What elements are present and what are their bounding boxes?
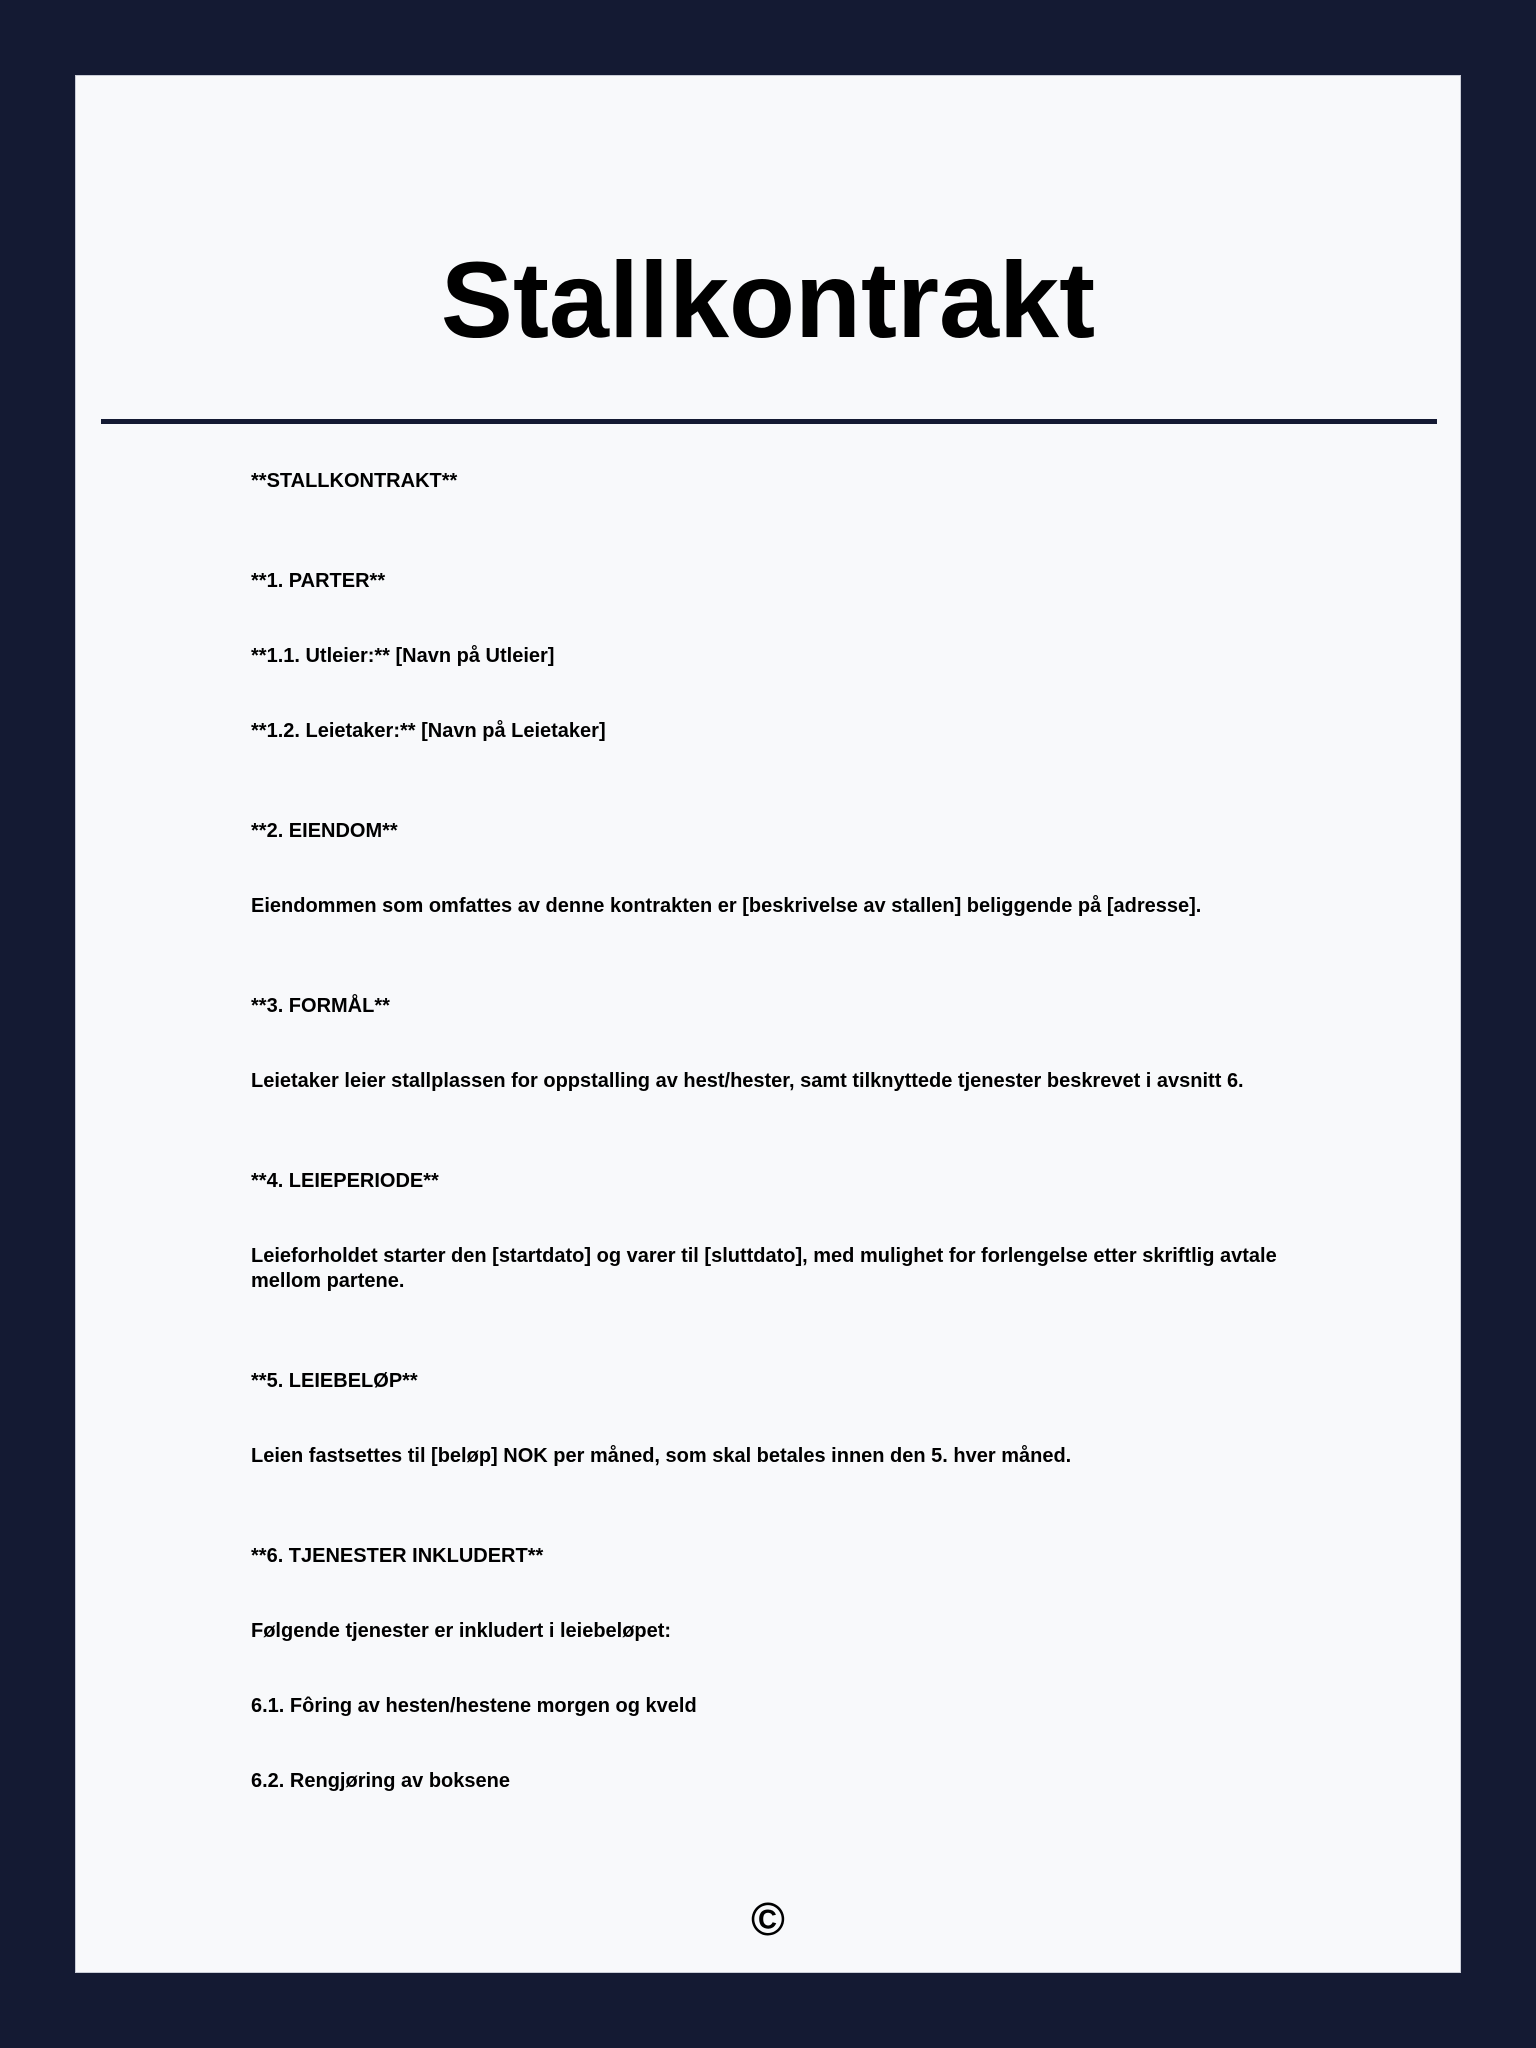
section-6-heading: **6. TJENESTER INKLUDERT** xyxy=(251,1545,544,1567)
section-1-item-1: **1.1. Utleier:** [Navn på Utleier] xyxy=(251,645,555,667)
section-4-heading: **4. LEIEPERIODE** xyxy=(251,1170,439,1192)
section-2-text: Eiendommen som omfattes av denne kontrakten er [beskrivelse av stallen] beliggende på [adresse]. xyxy=(251,895,1202,917)
section-6-item-2: 6.2. Rengjøring av boksene xyxy=(251,1770,510,1792)
title-divider xyxy=(101,419,1437,424)
contract-heading: **STALLKONTRAKT** xyxy=(251,470,458,492)
section-1-heading: **1. PARTER** xyxy=(251,570,386,592)
section-6-intro: Følgende tjenester er inkludert i leiebeløpet: xyxy=(251,1620,672,1642)
section-5-text: Leien fastsettes til [beløp] NOK per måned, som skal betales innen den 5. hver måned. xyxy=(251,1445,1072,1467)
section-4-text: Leieforholdet starter den [startdato] og varer til [sluttdato], med mulighet for forlengelse etter skriftlig avtale mellom partene. xyxy=(251,1245,1277,1292)
section-3-heading: **3. FORMÅL** xyxy=(251,995,390,1017)
document-page xyxy=(75,75,1461,1973)
section-5-heading: **5. LEIEBELØP** xyxy=(251,1370,418,1392)
copyright-icon: © xyxy=(751,1893,785,1945)
document-title: Stallkontrakt xyxy=(440,239,1096,360)
section-1-item-2: **1.2. Leietaker:** [Navn på Leietaker] xyxy=(251,720,606,742)
section-2-heading: **2. EIENDOM** xyxy=(251,820,398,842)
section-6-item-1: 6.1. Fôring av hesten/hestene morgen og kveld xyxy=(251,1695,697,1717)
section-3-text: Leietaker leier stallplassen for oppstalling av hest/hester, samt tilknyttede tjenester beskrevet i avsnitt 6. xyxy=(251,1070,1244,1092)
